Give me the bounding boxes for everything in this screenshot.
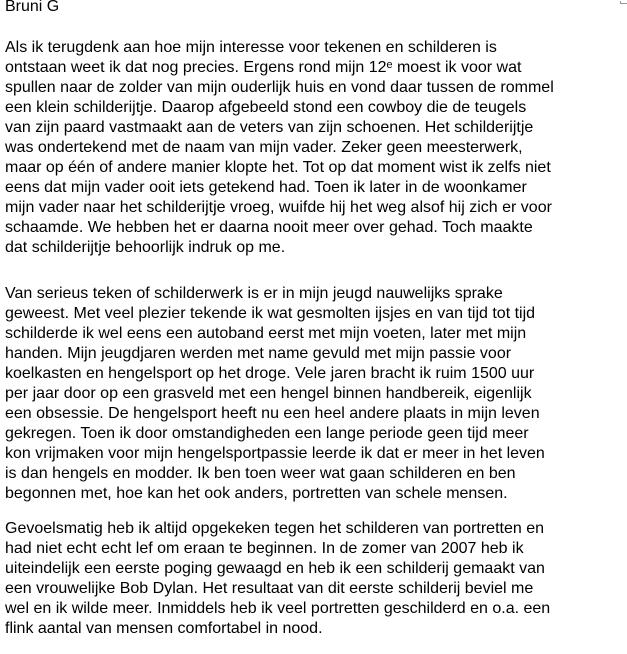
text-line: per jaar door op een grasveld met een hengel binnen handbereik, eigenlijk — [5, 385, 532, 402]
paragraph-2 — [5, 284, 545, 504]
text-line: handen. Mijn jeugdjaren werden met name gevuld met mijn passie voor — [5, 345, 512, 362]
text-line: had niet echt echt lef om eraan te beginnen. In de zomer van 2007 heb ik — [5, 540, 524, 557]
paragraph-marker-icon — [620, 1, 627, 4]
text-line: dat schilderijtje behoorlijk indruk op me. — [5, 239, 286, 256]
text-line: Als ik terugdenk aan hoe mijn interesse voor tekenen en schilderen is — [5, 39, 497, 56]
text-line: eens dat mijn vader ooit iets getekend had. Toen ik later in de woonkamer — [5, 179, 527, 196]
text-line: spullen naar de zolder van mijn ouderlijk huis en vond daar tussen de rommel — [5, 79, 554, 96]
text-line: wel en ik wilde meer. Inmiddels heb ik veel portretten geschilderd en o.a. een — [5, 600, 551, 617]
text-line: uiteindelijk een eerste poging gewaagd en heb ik een schilderij gemaakt van — [5, 560, 545, 577]
text-line: begonnen met, hoe kan het ook anders, portretten van schele mensen. — [5, 485, 508, 502]
text-line: van zijn paard vastmaakt aan de veters van zijn schoenen. Het schilderijtje — [5, 119, 534, 136]
text-line: mijn vader naar het schilderijtje vroeg, wuifde hij het weg alsof hij zich er voor — [5, 199, 552, 216]
text-line: koelkasten en hengelsport op het droge. Vele jaren bracht ik ruim 1500 uur — [5, 365, 535, 382]
paragraph-1 — [5, 38, 554, 258]
text-line: Gevoelsmatig heb ik altijd opgekeken tegen het schilderen van portretten en — [5, 520, 545, 537]
text-line: is dan hengels en modder. Ik ben toen weer wat gaan schilderen en ben — [5, 465, 516, 482]
text-line: schilderde ik wel eens een autoband eerst met mijn voeten, later met mijn — [5, 325, 527, 342]
text-line: een vrouwelijke Bob Dylan. Het resultaat van dit eerste schilderij beviel me — [5, 580, 534, 597]
text-line: schaamde. We hebben het er daarna nooit meer over gehad. Toch maakte — [5, 219, 533, 236]
text-line: een obsessie. De hengelsport heeft nu een heel andere plaats in mijn leven — [5, 405, 540, 422]
paragraph-3 — [5, 519, 550, 639]
text-line: een klein schilderijtje. Daarop afgebeeld stond een cowboy die de teugels — [5, 99, 527, 116]
document-title: Bruni G — [5, 0, 60, 15]
text-line: maar op één of andere manier klopte het. Tot op dat moment wist ik zelfs niet — [5, 159, 551, 176]
text-line: ontstaan weet ik dat nog precies. Ergens rond mijn 12ᵉ moest ik voor wat — [5, 59, 522, 76]
text-line: kon vrijmaken voor mijn hengelsportpassie leerde ik dat er meer in het leven — [5, 445, 545, 462]
text-line: flink aantal van mensen comfortabel in nood. — [5, 620, 323, 637]
text-line: gekregen. Toen ik door omstandigheden een lange periode geen tijd meer — [5, 425, 529, 442]
text-line: Van serieus teken of schilderwerk is er in mijn jeugd nauwelijks sprake — [5, 285, 503, 302]
text-line: was ondertekend met de naam van mijn vader. Zeker geen meesterwerk, — [5, 139, 523, 156]
text-line: geweest. Met veel plezier tekende ik wat gesmolten ijsjes en van tijd tot tijd — [5, 305, 536, 322]
